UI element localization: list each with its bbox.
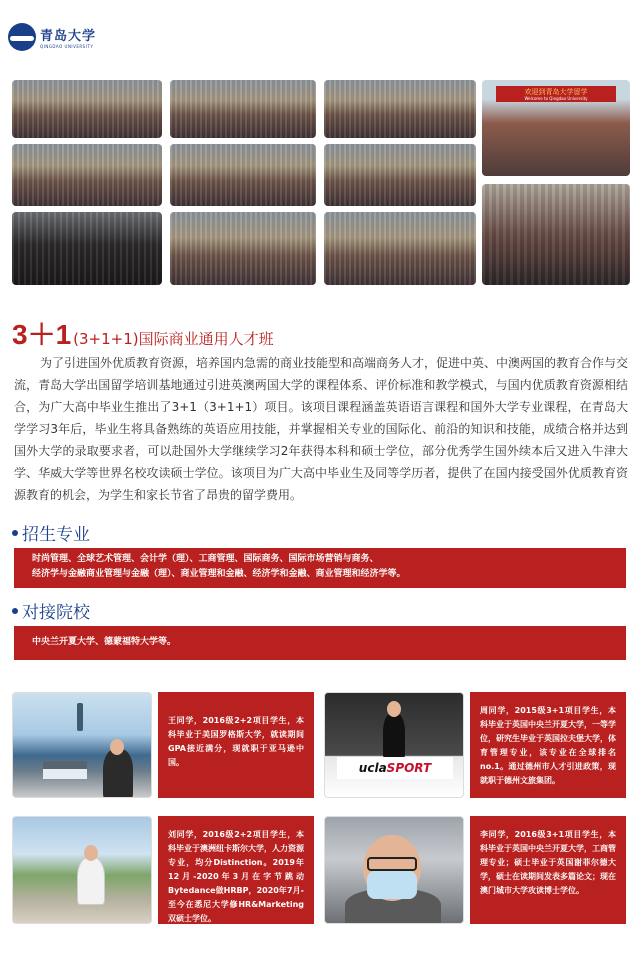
group-photo-7: [324, 144, 476, 206]
welcome-banner-photo: [482, 80, 630, 176]
program-intro-paragraph: 为了引进国外优质教育资源，培养国内急需的商业技能型和高端商务人才，促进中英、中澳两国的教育合作与交流，青岛大学出国留学培训基地通过引进英澳两国大学的课程体系、评价标准和教学模式，与国内优质教育资源相结合，为广大高中毕业生推出了3+1（3+1+1）项目。该项目课程涵盖英语语言课程和国外大学专业课程，在青岛大学学习3年后，毕业生将具备熟练的英语应用技能，并掌握相关专业的国际化、前沿的知识和技能，成绩合格并达到国外大学的录取要求者，可以赴国外大学继续学习2年获得本科和硕士学位，部分优秀学生国外续本后又进入牛津大学、华威大学等世界名校攻读硕士学位。该项目为广大高中毕业生及同等学历者，提供了在国内接受国外优质教育资源教育的机会，为学生和家长节省了昂贵的留学费用。: [14, 356, 629, 502]
group-photo-5: [12, 144, 162, 206]
indoor-group-photo: [482, 184, 630, 285]
student-figure: [103, 749, 133, 798]
glasses-icon: [367, 857, 417, 871]
group-photo-2: [170, 80, 316, 138]
logo-badge-icon: [8, 23, 36, 51]
profile-text-liu: 刘同学，2016级2+2项目学生，本科毕业于澳洲纽卡斯尔大学，人力资源专业，均分Distinction。2019年12月-2020年3月在字节跳动Bytedance做HRBP，2020年7月-至今在悉尼大学修HR&Marketing双硕士学位。: [168, 830, 304, 923]
program-title-main: 3＋1: [12, 319, 72, 350]
group-photo-10: [324, 212, 476, 285]
majors-heading-label: 招生专业: [22, 525, 90, 545]
statue-of-liberty-icon: [77, 703, 83, 731]
bullet-dot-icon: [12, 530, 18, 536]
partners-heading-label: 对接院校: [22, 603, 90, 623]
majors-line-2: 经济学与金融商业管理与金融（理）、商业管理和金融、经济学和金融、商业管理和经济学等。: [32, 569, 406, 579]
graduation-caps-photo: [12, 212, 162, 285]
ucla-sign-text: ucla: [358, 761, 387, 775]
student-photo-li: [324, 816, 464, 924]
photo-collage: [12, 80, 630, 285]
student-profile-li: [470, 816, 626, 924]
logo-text: [40, 25, 96, 49]
student-figure: [77, 857, 105, 905]
logo-name-en: QINGDAO UNIVERSITY: [40, 44, 94, 49]
program-title-sub: (3+1+1)国际商业通用人才班: [73, 330, 274, 348]
welcome-banner-cn: 欢迎到青岛大学留学: [524, 88, 588, 96]
majors-line-1: 时尚管理、全球艺术管理、会计学（理）、工商管理、国际商务、国际市场营销与商务、: [32, 554, 379, 564]
program-title: [12, 313, 274, 353]
face-mask-icon: [367, 871, 417, 899]
partners-heading: [12, 598, 90, 623]
majors-list-bar: [14, 548, 626, 588]
ucla-sport-sign: [337, 757, 453, 779]
welcome-banner: [496, 86, 616, 102]
student-figure: [383, 713, 405, 759]
student-profile-zhou: [470, 692, 626, 798]
partners-list-bar: [14, 626, 626, 660]
university-logo: [8, 22, 96, 52]
logo-name-cn: 青岛大学: [40, 29, 97, 44]
majors-heading: [12, 520, 90, 545]
profile-text-zhou: 周同学，2015级3+1项目学生，本科毕业于英国中央兰开夏大学，一等学位，研究生毕业于英国拉夫堡大学，体育管理专业，该专业在全球排名no.1。通过德州市人才引进政策，现就职于德州文旅集团。: [480, 706, 616, 785]
student-photo-zhou: [324, 692, 464, 798]
group-photo-6: [170, 144, 316, 206]
student-photo-wang: [12, 692, 152, 798]
student-profile-liu: [158, 816, 314, 924]
partners-text: 中央兰开夏大学、德蒙福特大学等。: [32, 637, 177, 647]
student-face: [110, 739, 124, 755]
student-face: [84, 845, 98, 861]
student-photo-liu: [12, 816, 152, 924]
student-face: [387, 701, 401, 717]
gazebo-icon: [43, 761, 87, 779]
welcome-banner-en: Welcome to Qingdao University: [524, 96, 588, 101]
profile-text-li: 李同学，2016级3+1项目学生，本科毕业于英国中央兰开夏大学，工商管理专业；硕士毕业于英国谢菲尔德大学，硕士在读期间发表多篇论文；现在澳门城市大学攻读博士学位。: [480, 830, 616, 895]
bullet-dot-icon: [12, 608, 18, 614]
group-photo-3: [324, 80, 476, 138]
profile-text-wang: 王同学，2016级2+2项目学生，本科毕业于美国罗格斯大学，就读期间GPA接近满分，现就职于亚马逊中国。: [168, 716, 304, 767]
student-profile-wang: [158, 692, 314, 798]
group-photo-1: [12, 80, 162, 138]
ucla-sign-sport: SPORT: [386, 761, 432, 775]
group-photo-9: [170, 212, 316, 285]
